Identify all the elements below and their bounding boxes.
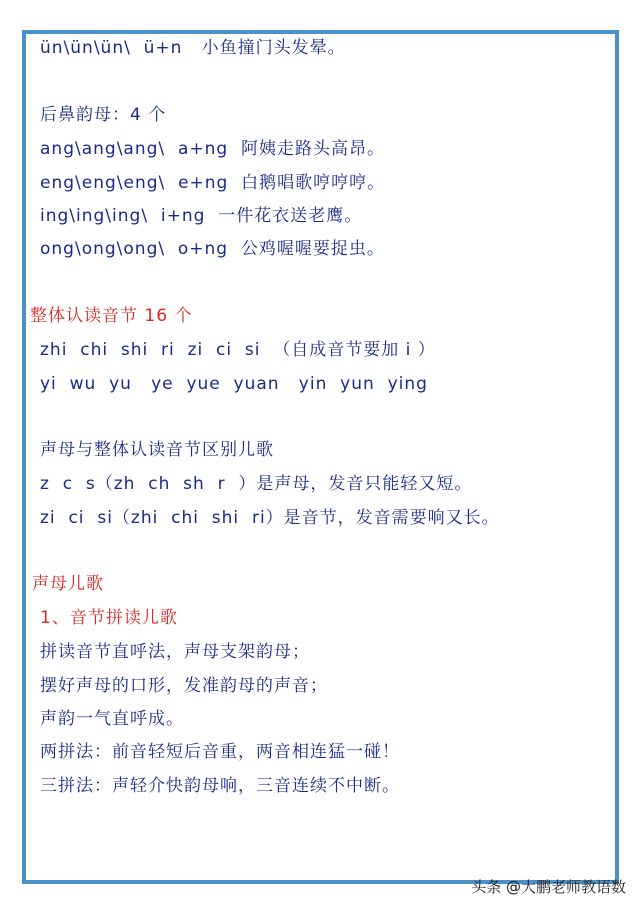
text-line-rhyme-2: 摆好声母的口形，发准韵母的声音； — [40, 676, 328, 696]
text-line-initials-short: z c s（zh ch sh r ）是声母，发音只能轻又短。 — [40, 474, 473, 494]
subheading-syllable-reading: 1、音节拼读儿歌 — [40, 608, 178, 628]
text-line-un: ün\ün\ün\ ü+n 小鱼撞门头发晕。 — [40, 38, 346, 58]
text-line-ong: ong\ong\ong\ o+ng 公鸡喔喔要捉虫。 — [40, 239, 385, 259]
text-line-whole-syllables-1: zhi chi shi ri zi ci si （自成音节要加 i ） — [40, 340, 436, 360]
text-line-rhyme-3: 声韵一气直呼成。 — [40, 709, 184, 729]
text-line-ing: ing\ing\ing\ i+ng 一件花衣送老鹰。 — [40, 206, 363, 226]
text-line-eng: eng\eng\eng\ e+ng 白鹅唱歌哼哼哼。 — [40, 173, 386, 193]
text-line-three-part-method: 三拼法：声轻介快韵母响，三音连续不中断。 — [40, 776, 400, 796]
heading-whole-syllables: 整体认读音节 16 个 — [30, 306, 193, 326]
heading-difference-rhyme: 声母与整体认读音节区别儿歌 — [40, 440, 274, 460]
text-line-ang: ang\ang\ang\ a+ng 阿姨走路头高昂。 — [40, 139, 385, 159]
text-line-two-part-method: 两拼法：前音轻短后音重，两音相连猛一碰！ — [40, 742, 400, 762]
text-line-whole-syllables-2: yi wu yu ye yue yuan yin yun ying — [40, 374, 428, 394]
watermark: 头条 @大鹏老师教语数 — [471, 878, 626, 896]
text-line-rhyme-1: 拼读音节直呼法，声母支架韵母； — [40, 642, 310, 662]
heading-initials-rhyme: 声母儿歌 — [32, 574, 104, 594]
heading-back-nasal-finals: 后鼻韵母：4 个 — [40, 105, 167, 125]
text-line-syllables-long: zi ci si（zhi chi shi ri）是音节，发音需要响又长。 — [40, 508, 500, 528]
